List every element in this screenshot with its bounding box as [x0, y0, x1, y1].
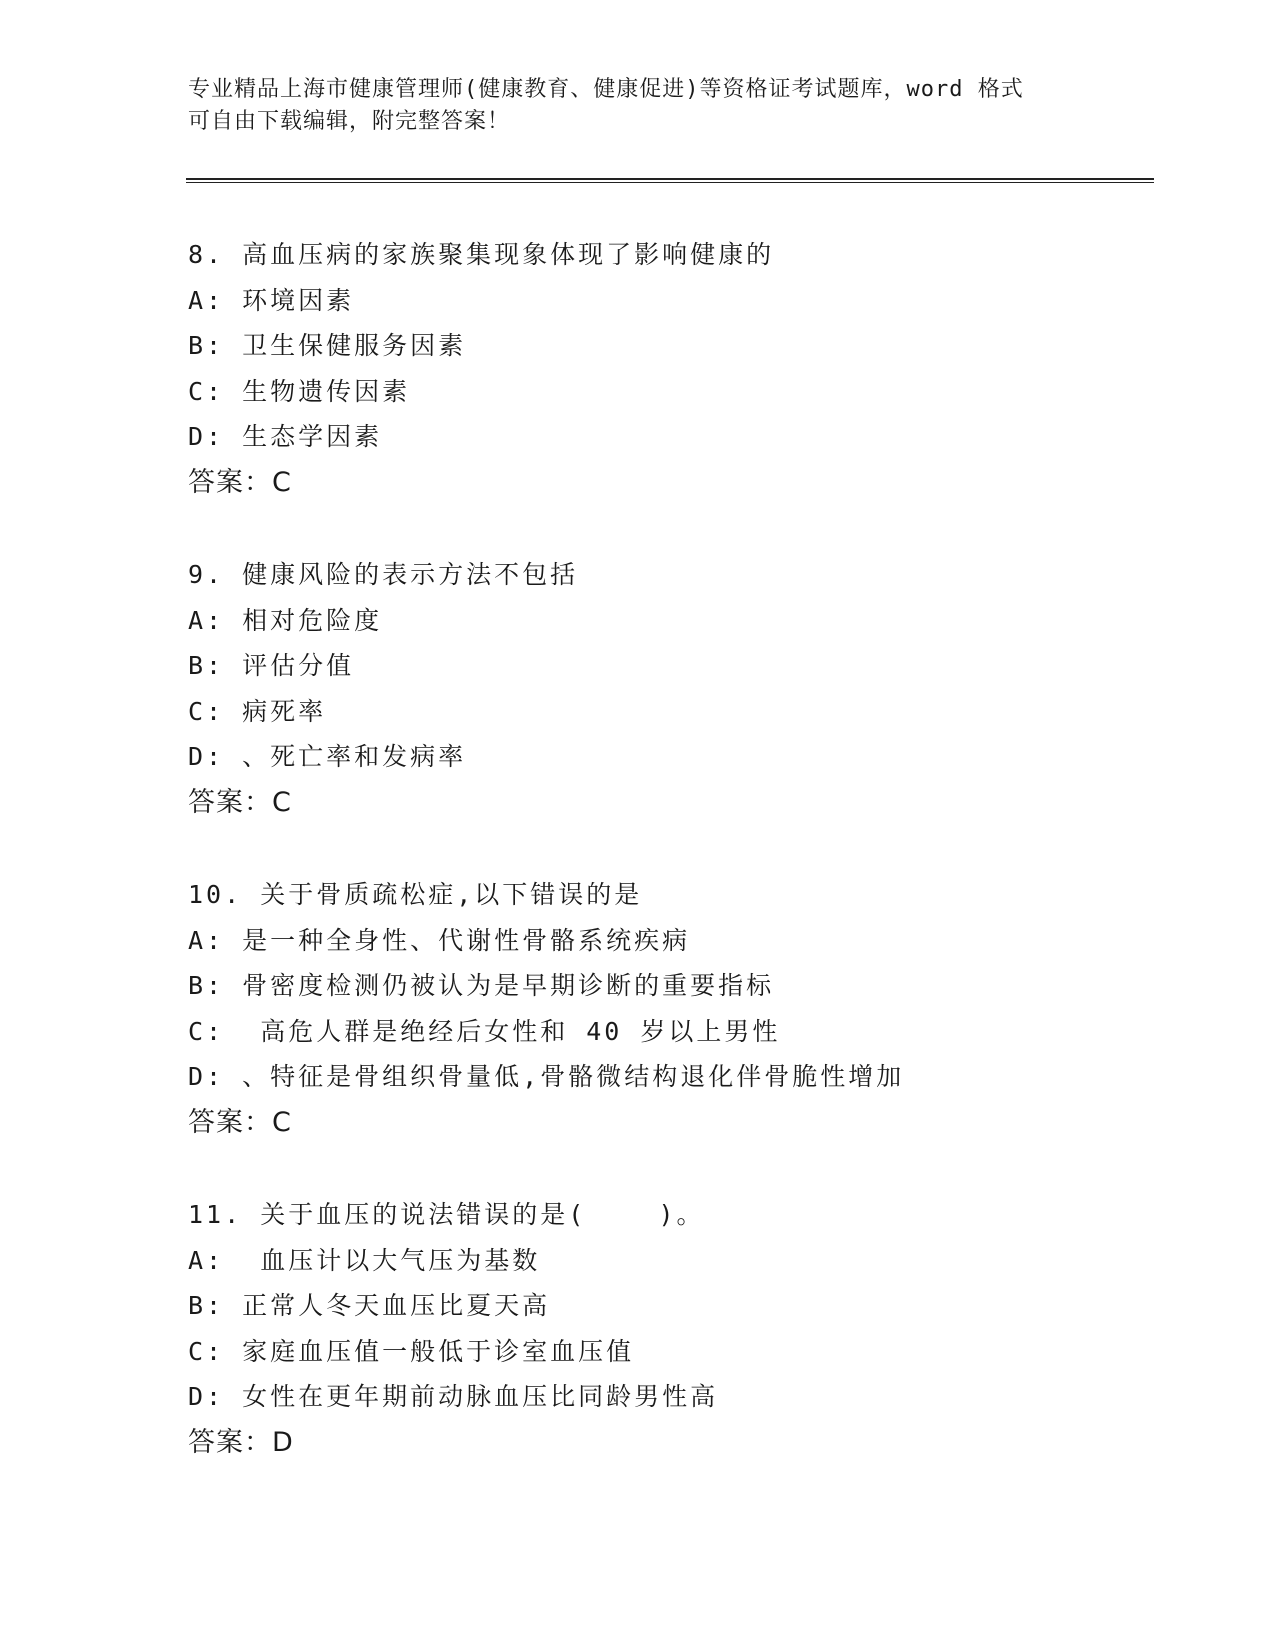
- option-d: D: 、特征是骨组织骨量低,骨骼微结构退化伴骨脆性增加: [188, 1062, 905, 1091]
- question-block: [188, 1192, 1188, 1465]
- option-b: B: 卫生保健服务因素: [188, 331, 467, 360]
- option-a: A: 相对危险度: [188, 605, 383, 635]
- option-b: B: 正常人冬天血压比夏天高: [188, 1291, 551, 1320]
- option-b: B: 骨密度检测仍被认为是早期诊断的重要指标: [188, 971, 775, 1000]
- option-a: A: 环境因素: [188, 285, 355, 315]
- answer: 答案：D: [188, 1426, 294, 1458]
- question-stem: 11. 关于血压的说法错误的是( )。: [188, 1200, 705, 1229]
- header-divider: [186, 178, 1154, 183]
- option-b: B: 评估分值: [188, 651, 355, 680]
- document-header: [188, 74, 1088, 138]
- answer: 答案：C: [188, 466, 292, 498]
- header-line-2: 可自由下载编辑，附完整答案！: [188, 109, 511, 134]
- option-c: C: 病死率: [188, 696, 327, 726]
- answer: 答案：C: [188, 786, 292, 818]
- question-block: [188, 552, 1188, 825]
- question-block: [188, 232, 1188, 505]
- answer: 答案：C: [188, 1106, 292, 1138]
- option-c: C: 家庭血压值一般低于诊室血压值: [188, 1336, 635, 1366]
- question-block: [188, 872, 1188, 1145]
- question-stem: 10. 关于骨质疏松症,以下错误的是: [188, 880, 643, 909]
- option-c: C: 生物遗传因素: [188, 376, 411, 406]
- option-c: C: 高危人群是绝经后女性和 40 岁以上男性: [188, 1016, 781, 1046]
- option-a: A: 血压计以大气压为基数: [188, 1245, 541, 1275]
- question-stem: 8. 高血压病的家族聚集现象体现了影响健康的: [188, 240, 775, 269]
- option-a: A: 是一种全身性、代谢性骨骼系统疾病: [188, 925, 691, 955]
- option-d: D: 、死亡率和发病率: [188, 742, 467, 771]
- option-d: D: 女性在更年期前动脉血压比同龄男性高: [188, 1382, 719, 1411]
- question-stem: 9. 健康风险的表示方法不包括: [188, 560, 579, 589]
- header-line-1: 专业精品上海市健康管理师(健康教育、健康促进)等资格证考试题库，word 格式: [188, 77, 1024, 102]
- option-d: D: 生态学因素: [188, 422, 383, 451]
